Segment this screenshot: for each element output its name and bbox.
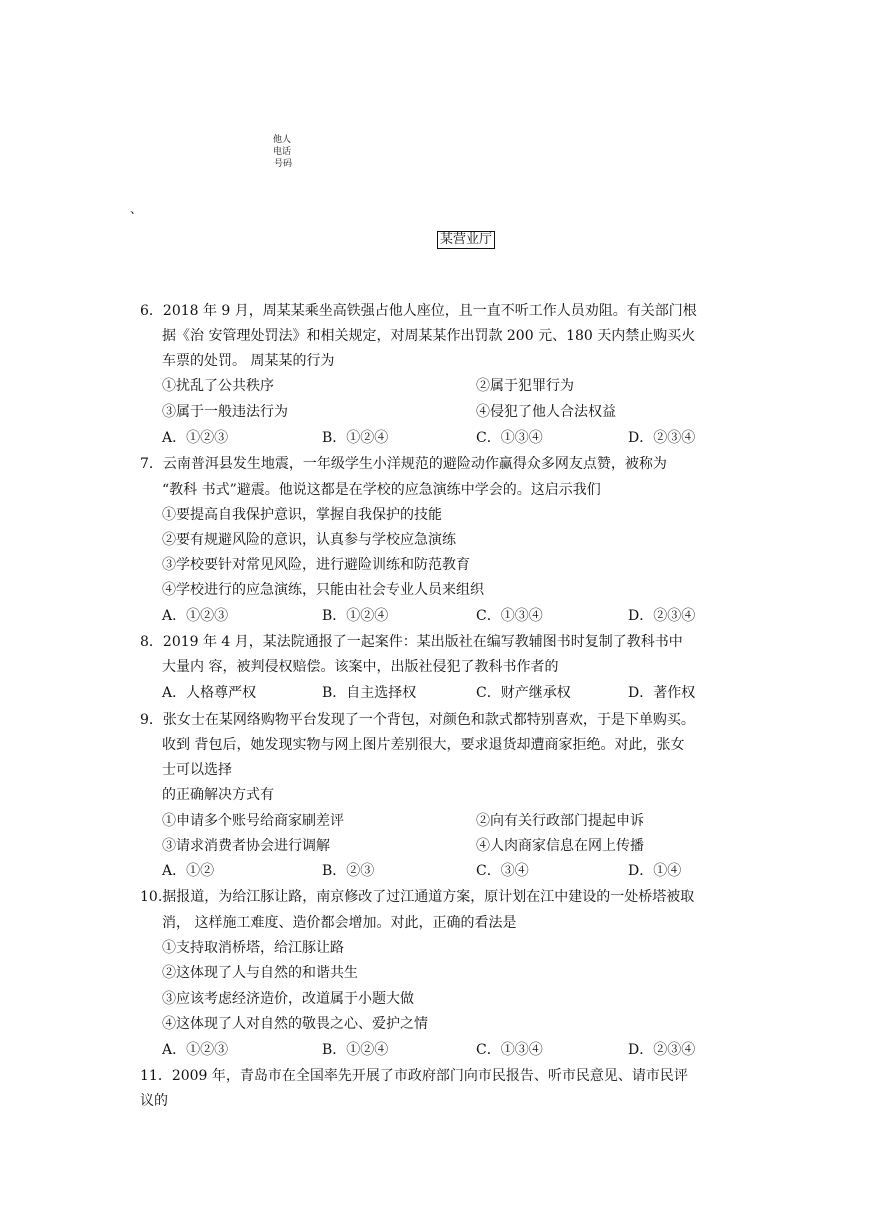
figure-label [272, 134, 292, 170]
option-a: A．①②③ [162, 430, 229, 446]
question-text: 收到 背包后，她发现实物与网上图片差别很大，要求退货却遭商家拒绝。对此，张女 [162, 737, 685, 753]
statement: ③应该考虑经济造价，改道属于小题大做 [162, 991, 414, 1007]
question-text: 大量内 容，被判侵权赔偿。该案中，出版社侵犯了教科书作者的 [162, 659, 559, 675]
statement: ④学校进行的应急演练，只能由社会专业人员来组织 [162, 582, 484, 598]
option-a: A．①② [162, 863, 215, 879]
statement: ④这体现了人对自然的敬畏之心、爱护之情 [162, 1016, 428, 1032]
statement: ②向有关行政部门提起申诉 [476, 813, 644, 829]
statement: ④人肉商家信息在网上传播 [476, 838, 644, 854]
question-text: 据《治 安管理处罚法》和相关规定，对周某某作出罚款 200 元、180 天内禁止购买火 [162, 328, 696, 344]
option-d: D．②③④ [628, 1042, 696, 1058]
question-text: 的正确解决方式有 [162, 787, 274, 803]
figure-label-line: 电话 [273, 147, 292, 157]
option-d: D．①④ [628, 863, 682, 879]
option-b: B．①②④ [322, 430, 389, 446]
figure-label-line: 他人 [273, 135, 292, 145]
option-a: A．①②③ [162, 1042, 229, 1058]
statement: ④侵犯了他人合法权益 [476, 404, 616, 420]
option-b: B．自主选择权 [322, 685, 417, 701]
figure-label-line: 号码 [274, 159, 293, 169]
statement: ②属于犯罪行为 [476, 378, 574, 394]
statement: ③学校要针对常见风险，进行避险训练和防范教育 [162, 557, 470, 573]
question-text: 士可以选择 [162, 762, 232, 778]
option-b: B．①②④ [322, 608, 389, 624]
statement: ②这体现了人与自然的和谐共生 [162, 965, 358, 981]
question-text: 6．2018 年 9 月，周某某乘坐高铁强占他人座位，且一直不听工作人员劝阻。有关部门根 [140, 303, 697, 319]
question-text: 消， 这样施工难度、造价都会增加。对此，正确的看法是 [162, 915, 517, 931]
option-a: A．人格尊严权 [162, 685, 257, 701]
question-text: 11．2009 年，青岛市在全国率先开展了市政府部门向市民报告、听市民意见、请市民评 [140, 1068, 688, 1084]
question-text: 7．云南普洱县发生地震，一年级学生小洋规范的避险动作赢得众多网友点赞，被称为 [140, 456, 667, 472]
question-text: 8．2019 年 4 月，某法院通报了一起案件：某出版社在编写教辅图书时复制了教科书中 [140, 634, 683, 650]
option-c: C．①③④ [476, 1042, 543, 1058]
option-c: C．①③④ [476, 608, 543, 624]
option-d: D．②③④ [628, 430, 696, 446]
option-c: C．③④ [476, 863, 529, 879]
figure-boxed-label: 某营业厅 [437, 231, 495, 249]
option-c: C．财产继承权 [476, 685, 571, 701]
option-d: D．著作权 [628, 685, 696, 701]
option-b: B．①②④ [322, 1042, 389, 1058]
figure-tick: 、 [130, 202, 143, 216]
statement: ③属于一般违法行为 [162, 404, 288, 420]
statement: ①申请多个账号给商家刷差评 [162, 813, 344, 829]
option-d: D．②③④ [628, 608, 696, 624]
statement: ①扰乱了公共秩序 [162, 378, 274, 394]
question-text: 车票的处罚。 周某某的行为 [162, 353, 335, 369]
question-text: “教科 书式”避震。他说这都是在学校的应急演练中学会的。这启示我们 [162, 482, 601, 498]
statement: ②要有规避风险的意识，认真参与学校应急演练 [162, 532, 456, 548]
option-b: B．②③ [322, 863, 375, 879]
statement: ①要提高自我保护意识，掌握自我保护的技能 [162, 507, 442, 523]
question-text: 议的 [140, 1093, 168, 1109]
statement: ①支持取消桥塔，给江豚让路 [162, 940, 344, 956]
option-c: C．①③④ [476, 430, 543, 446]
question-text: 10.据报道，为给江豚让路，南京修改了过江通道方案，原计划在江中建设的一处桥塔被取 [140, 889, 695, 905]
option-a: A．①②③ [162, 608, 229, 624]
question-text: 9．张女士在某网络购物平台发现了一个背包，对颜色和款式都特别喜欢，于是下单购买。 [140, 712, 695, 728]
statement: ③请求消费者协会进行调解 [162, 838, 330, 854]
